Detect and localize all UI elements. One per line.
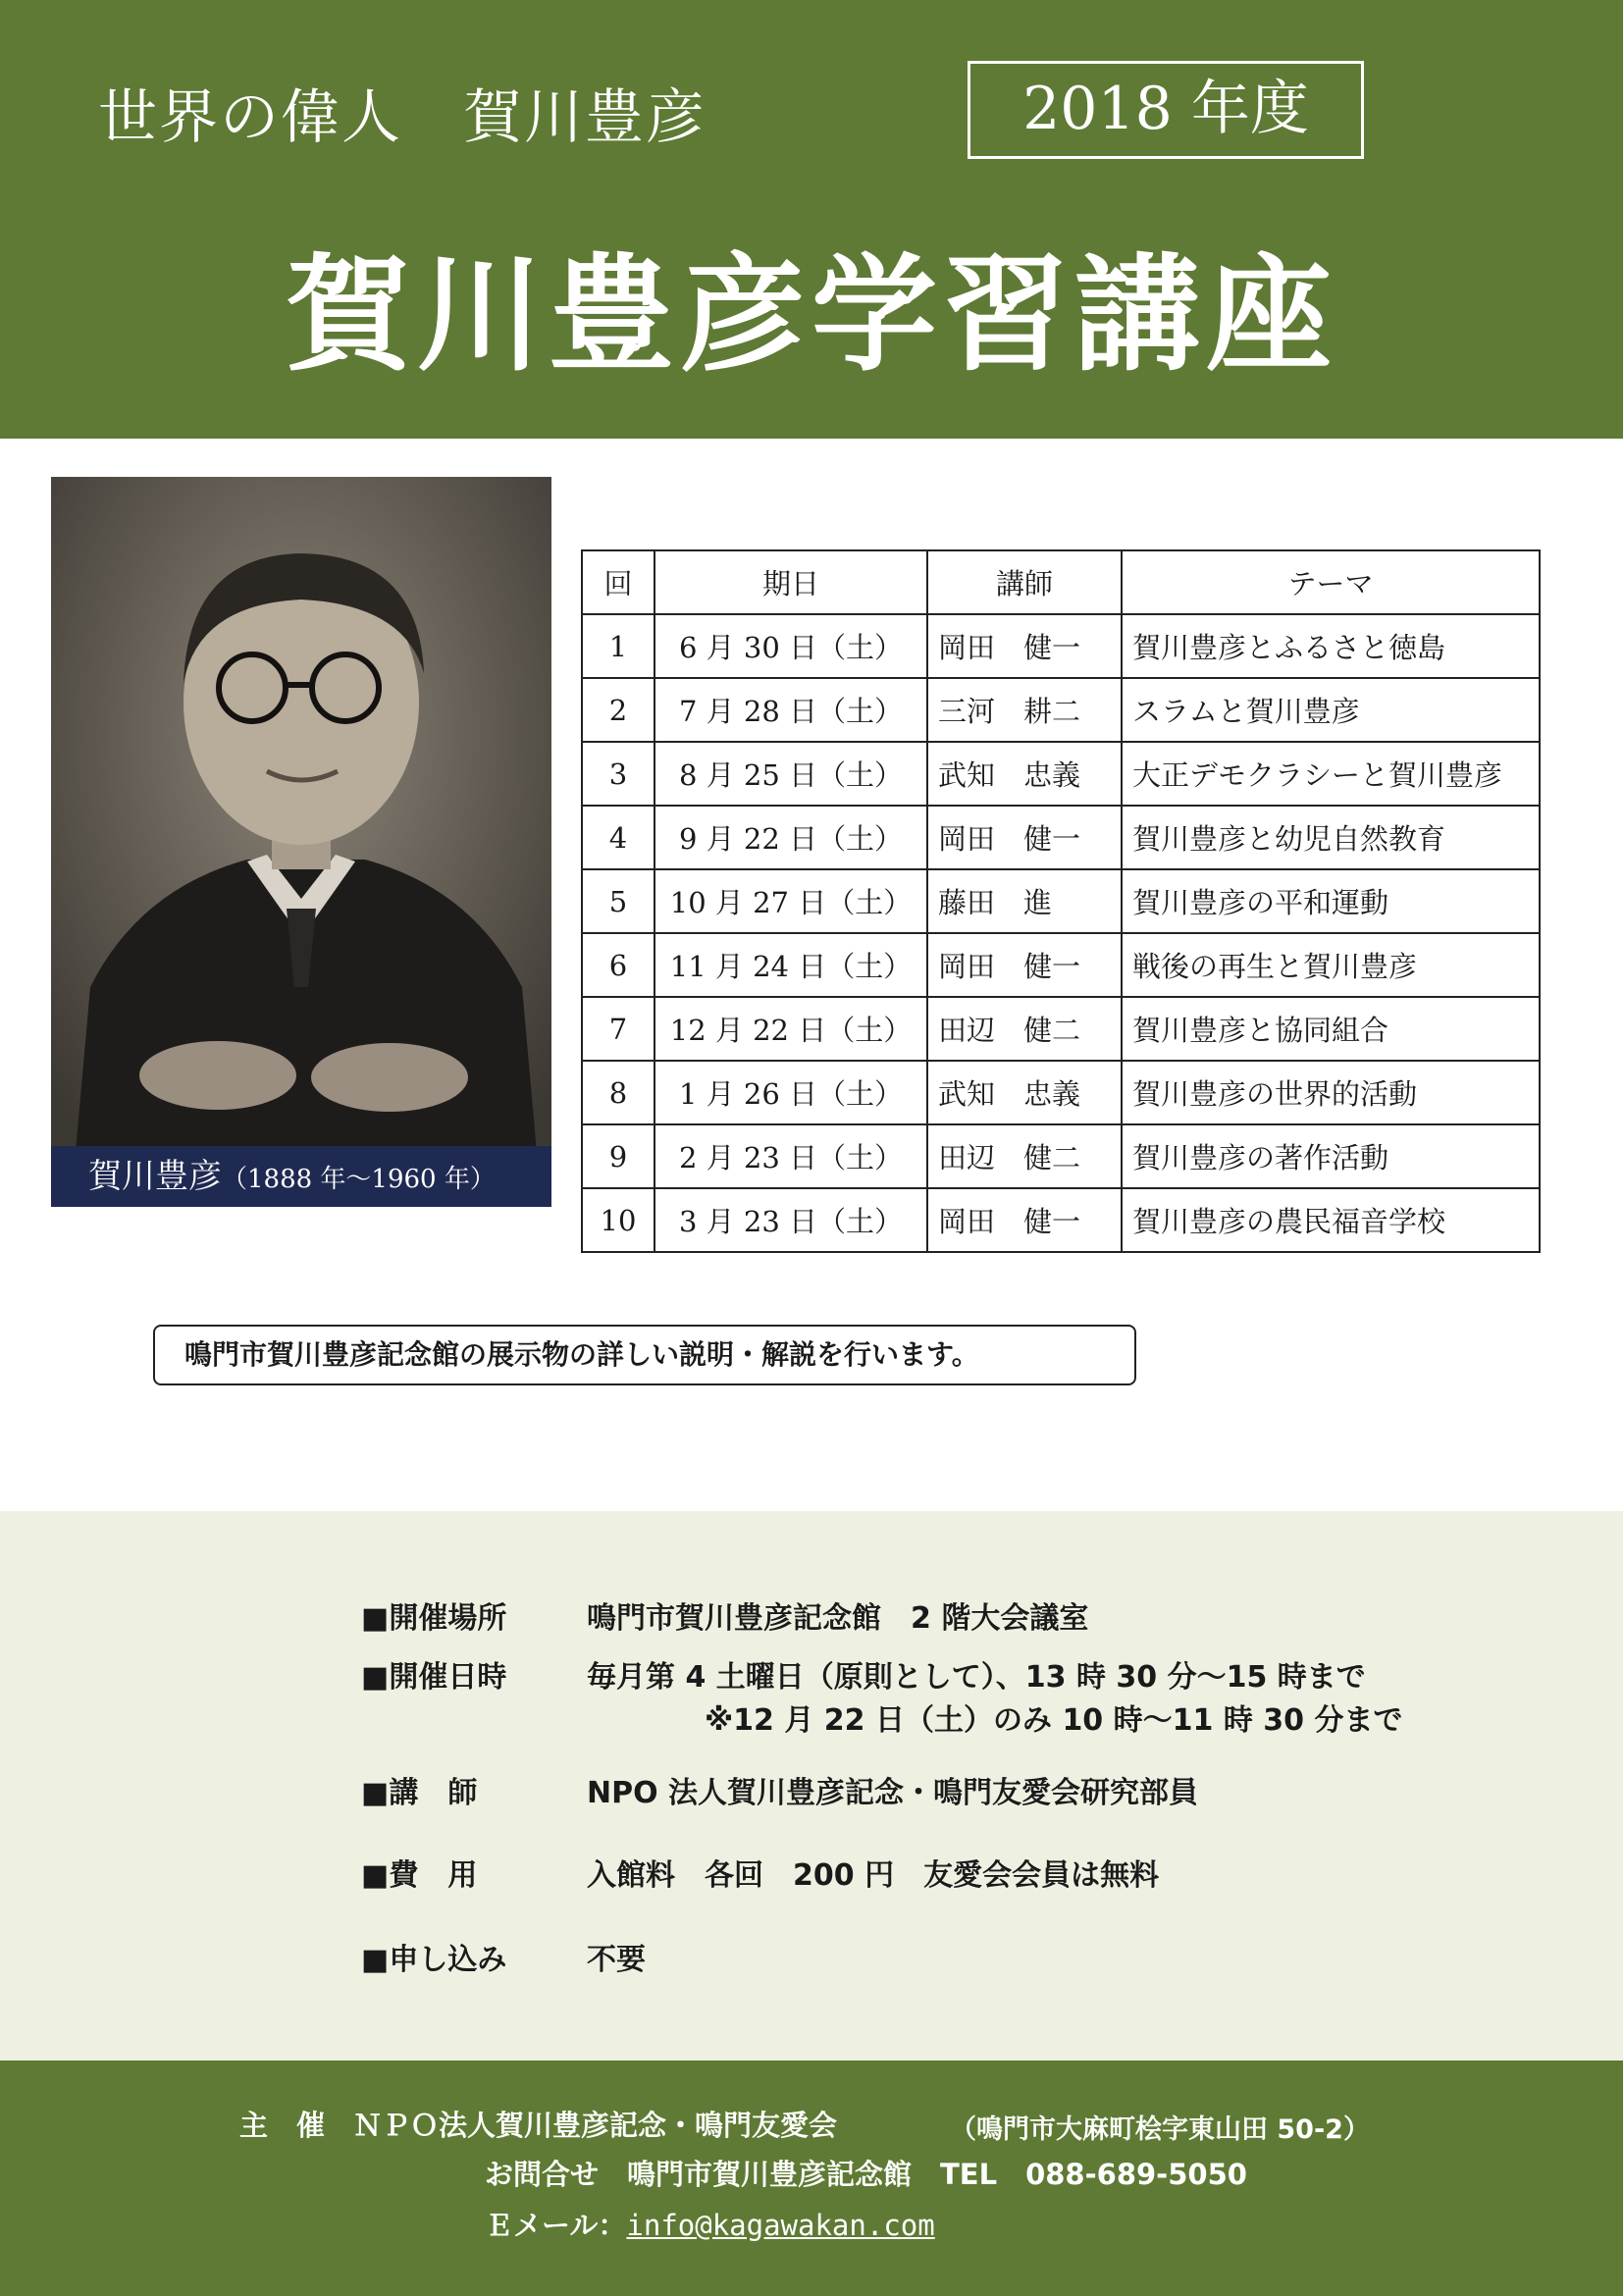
lecturer-value: NPO 法人賀川豊彦記念・鳴門友愛会研究部員 <box>587 1776 1199 1810</box>
row-date: 6 月 30 日（土） <box>654 614 927 678</box>
datetime-label: ■開催日時 <box>361 1660 507 1695</box>
row-theme: 賀川豊彦の著作活動 <box>1122 1124 1540 1188</box>
table-row <box>582 869 1540 933</box>
footer-banner <box>0 2061 1623 2296</box>
row-date: 10 月 27 日（土） <box>654 869 927 933</box>
schedule-table <box>581 549 1541 1253</box>
row-date: 9 月 22 日（土） <box>654 806 927 869</box>
portrait-caption <box>51 1146 551 1207</box>
row-lecturer: 岡田 健一 <box>927 933 1122 997</box>
row-theme: 賀川豊彦と幼児自然教育 <box>1122 806 1540 869</box>
row-theme: 賀川豊彦とふるさと徳島 <box>1122 614 1540 678</box>
row-no: 10 <box>582 1188 654 1252</box>
col-header-no: 回 <box>582 550 654 614</box>
row-theme: スラムと賀川豊彦 <box>1122 678 1540 742</box>
organizer: 主 催 ＮＰＯ法人賀川豊彦記念・鳴門友愛会 <box>239 2109 838 2142</box>
caption-name: 賀川豊彦 <box>88 1157 222 1196</box>
table-row <box>582 614 1540 678</box>
row-no: 9 <box>582 1124 654 1188</box>
row-lecturer: 田辺 健二 <box>927 997 1122 1061</box>
table-row <box>582 1124 1540 1188</box>
portrait-photo <box>51 477 551 1207</box>
apply-label: ■申し込み <box>361 1943 507 1977</box>
row-no: 5 <box>582 869 654 933</box>
caption-years: （1888 年～1960 年） <box>222 1165 496 1194</box>
row-lecturer: 田辺 健二 <box>927 1124 1122 1188</box>
row-no: 2 <box>582 678 654 742</box>
datetime-value: 毎月第 4 土曜日（原則として）、13 時 30 分～15 時まで <box>587 1660 1366 1695</box>
info-section <box>0 1511 1623 2061</box>
row-theme: 賀川豊彦の世界的活動 <box>1122 1061 1540 1124</box>
row-no: 7 <box>582 997 654 1061</box>
row-lecturer: 藤田 進 <box>927 869 1122 933</box>
header-banner <box>0 0 1623 439</box>
row-lecturer: 岡田 健一 <box>927 1188 1122 1252</box>
row-date: 12 月 22 日（土） <box>654 997 927 1061</box>
lecturer-label: ■講 師 <box>361 1776 478 1810</box>
venue-label: ■開催場所 <box>361 1601 507 1636</box>
row-date: 2 月 23 日（土） <box>654 1124 927 1188</box>
year-box: 2018 年度 <box>968 61 1364 159</box>
header-subtitle: 世界の偉人 賀川豊彦 <box>98 83 707 152</box>
contact-phone: お問合せ 鳴門市賀川豊彦記念館 TEL 088-689-5050 <box>485 2158 1247 2191</box>
row-theme: 大正デモクラシーと賀川豊彦 <box>1122 742 1540 806</box>
portrait-image <box>51 477 551 1207</box>
row-date: 11 月 24 日（土） <box>654 933 927 997</box>
row-date: 8 月 25 日（土） <box>654 742 927 806</box>
apply-value: 不要 <box>587 1943 646 1977</box>
table-row <box>582 1061 1540 1124</box>
row-date: 7 月 28 日（土） <box>654 678 927 742</box>
row-date: 1 月 26 日（土） <box>654 1061 927 1124</box>
row-theme: 賀川豊彦の平和運動 <box>1122 869 1540 933</box>
row-lecturer: 岡田 健一 <box>927 806 1122 869</box>
table-row <box>582 678 1540 742</box>
organizer-address: （鳴門市大麻町桧字東山田 50-2） <box>950 2114 1370 2145</box>
table-header-row <box>582 550 1540 614</box>
email-label: Ｅメール： <box>485 2209 627 2242</box>
table-row <box>582 1188 1540 1252</box>
row-no: 1 <box>582 614 654 678</box>
row-no: 8 <box>582 1061 654 1124</box>
row-lecturer: 三河 耕二 <box>927 678 1122 742</box>
page-title: 賀川豊彦学習講座 <box>285 241 1337 389</box>
row-lecturer: 岡田 健一 <box>927 614 1122 678</box>
table-row <box>582 933 1540 997</box>
email-link[interactable]: info@kagawakan.com <box>626 2209 935 2242</box>
col-header-lecturer: 講師 <box>927 550 1122 614</box>
row-theme: 戦後の再生と賀川豊彦 <box>1122 933 1540 997</box>
row-theme: 賀川豊彦の農民福音学校 <box>1122 1188 1540 1252</box>
col-header-theme: テーマ <box>1122 550 1540 614</box>
row-no: 4 <box>582 806 654 869</box>
fee-value: 入館料 各回 200 円 友愛会会員は無料 <box>587 1858 1160 1893</box>
row-lecturer: 武知 忠義 <box>927 742 1122 806</box>
datetime-note: ※12 月 22 日（土）のみ 10 時～11 時 30 分まで <box>705 1703 1403 1738</box>
contact-email <box>485 2204 935 2244</box>
row-lecturer: 武知 忠義 <box>927 1061 1122 1124</box>
row-theme: 賀川豊彦と協同組合 <box>1122 997 1540 1061</box>
fee-label: ■費 用 <box>361 1858 478 1893</box>
row-no: 3 <box>582 742 654 806</box>
table-row <box>582 806 1540 869</box>
venue-value: 鳴門市賀川豊彦記念館 2 階大会議室 <box>587 1601 1089 1636</box>
row-date: 3 月 23 日（土） <box>654 1188 927 1252</box>
row-no: 6 <box>582 933 654 997</box>
table-row <box>582 742 1540 806</box>
col-header-date: 期日 <box>654 550 927 614</box>
table-row <box>582 997 1540 1061</box>
notice-box: 鳴門市賀川豊彦記念館の展示物の詳しい説明・解説を行います。 <box>153 1325 1136 1385</box>
